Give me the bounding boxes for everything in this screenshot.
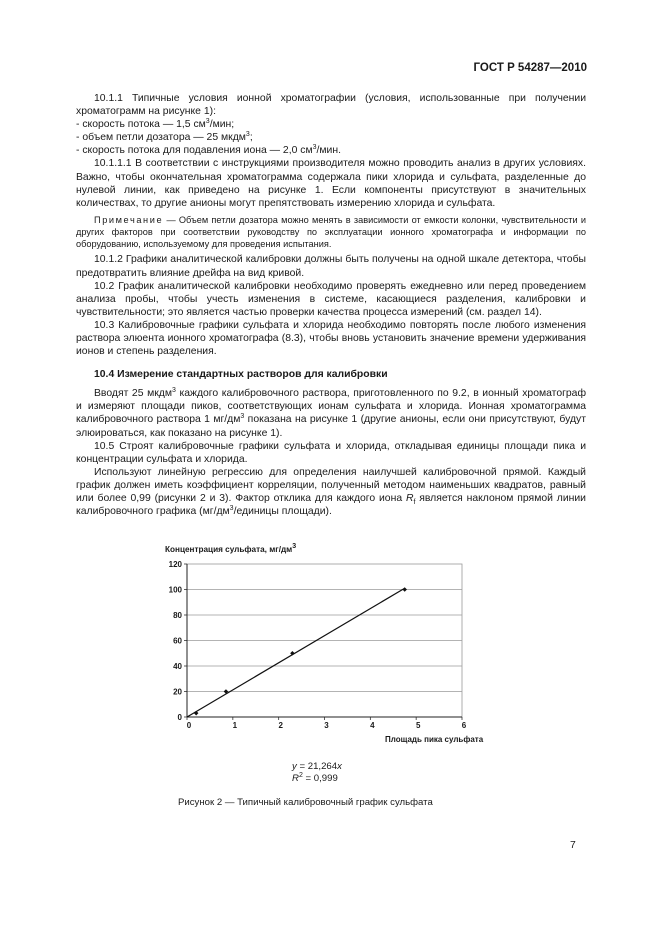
regression-line	[187, 588, 405, 717]
tick-label-x: 1	[232, 721, 238, 730]
tick-label-y: 40	[173, 662, 182, 671]
paragraph-10-1-1: 10.1.1 Типичные условия ионной хроматографии (условия, использованные при получении хроматограмм на рисунке 1):	[76, 93, 586, 118]
tick-label-y: 100	[168, 585, 182, 595]
data-point	[290, 651, 295, 656]
page-number: 7	[570, 840, 576, 851]
tick-label-y: 80	[173, 611, 182, 620]
paragraph-10-4-body: Вводят 25 мкдм$^3$ каждого калибровочного раствора, приготовленного по 9.2, в ионный хроматограф и измеряют площади пиков, соответствующих ионам сульфата и хлорида. Ионная хроматограмма калибровочного раствора 1 $мг/дм^3$ показана на рисунке 1 (другие анионы, если они присутствуют, будут элюироваться, как показано на рисунке 1).	[76, 387, 586, 439]
list-item-flow-rate: - скорость потока — 1,5 $см^3$/мин;	[76, 118, 235, 131]
data-point	[402, 587, 407, 592]
paragraph-10-3: 10.3 Калибровочные графики сульфата и хлорида необходимо повторять после любого изменения раствора элюента ионного хроматографа (8.3), чтобы вновь установить значение времени удерживания ионов и степень разделения.	[76, 319, 586, 358]
list-item-suppression-flow: - скорость потока для подавления иона — 2,0 $см^3$/мин.	[76, 144, 341, 157]
paragraph-10-2: 10.2 График аналитической калибровки необходимо проверять ежедневно или перед проведением анализа пробы, чтобы учесть изменения в системе, касающиеся разделения, калибровки и чувствительности; это является частью проверки качества процесса измерений (см. раздел 14).	[76, 280, 586, 318]
tick-label-x: 3	[324, 721, 329, 730]
equation-line: y = 21,264x	[292, 761, 342, 772]
tick-label-y: 20	[173, 687, 182, 697]
note: Примечание — Объем петли дозатора можно менять в зависимости от емкости колонки, чувствительности и других факторов при соответствии руководству по эксплуатации ионного хроматографа и информации по оборудованию, используемому для проведения испытания.	[76, 214, 586, 250]
standard-code: ГОСТ Р 54287—2010	[473, 62, 587, 74]
list-item-loop-volume: - объем петли дозатора — 25 мкдм$^3$;	[76, 131, 253, 144]
paragraph-regression: Используют линейную регрессию для определения наилучшей калибровочной прямой. Каждый график должен иметь коэффициент корреляции, полученный методом наименьших квадратов, равный или более 0,99 (рисунки 2 и 3). Фактор отклика для каждого иона $R_f$ является наклоном прямой линии калибровочного графика ($мг/дм^3$/единицы площади).	[76, 466, 586, 518]
tick-label-y: 0	[177, 713, 182, 722]
tick-label-x: 4	[370, 721, 375, 730]
chart-y-title: Концентрация сульфата, $мг/дм^3$	[165, 543, 297, 554]
tick-label-x: 5	[415, 721, 421, 730]
paragraph-10-5: 10.5 Строят калибровочные графики сульфата и хлорида, откладывая единицы площади пика и концентрации сульфата и хлорида.	[76, 440, 586, 465]
body-text	[76, 92, 586, 518]
figure-caption: Рисунок 2 — Типичный калибровочный график сульфата	[178, 797, 433, 808]
tick-label-x: 6	[461, 721, 467, 730]
tick-label-y: 120	[168, 560, 182, 569]
tick-label-x: 2	[278, 721, 283, 730]
calibration-chart	[160, 540, 480, 755]
paragraph-10-1-2: 10.1.2 Графики аналитической калибровки должны быть получены на одной шкале детектора, чтобы предотвратить влияние дрейфа на вид кривой.	[76, 254, 586, 279]
chart-x-label: Площадь пика сульфата	[385, 735, 484, 744]
tick-label-y: 60	[173, 636, 182, 646]
r-squared-line: $R^2 = 0,999$	[292, 772, 338, 784]
tick-label-x: 0	[186, 721, 192, 730]
data-point	[194, 711, 199, 716]
paragraph-10-1-1-1: 10.1.1.1 В соответствии с инструкциями производителя можно проводить анализ в других условиях. Важно, чтобы окончательная хроматограмма содержала пики хлорида и сульфата, разделенные до нулевой линии, как приведено на рисунке 1. Если компоненты присутствуют в значительных количествах, то другие анионы могут препятствовать измерению хлорида и сульфата.	[76, 158, 586, 209]
section-heading-10-4: 10.4 Измерение стандартных растворов для калибровки	[94, 369, 388, 381]
regression-equation	[292, 761, 342, 785]
